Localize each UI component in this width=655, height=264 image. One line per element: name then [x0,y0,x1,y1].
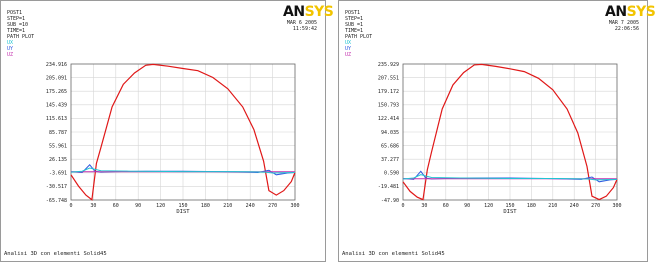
x-tick-label: 270 [268,203,278,209]
logo-text-an: AN [283,4,305,20]
x-tick-label: 30 [421,203,428,209]
header-line: SUB =10 [7,22,29,28]
header-line: STEP=1 [345,16,364,22]
x-tick-label: 300 [612,203,622,209]
x-tick-label: 210 [223,203,233,209]
date-text: MAR 6 2005 [286,20,317,26]
caption: Analisi 3D con elementi Solid45 [4,251,107,257]
plot-window-2 [338,0,655,262]
y-tick-label: 26.135 [48,157,67,163]
caption: Analisi 3D con elementi Solid45 [342,251,445,257]
path-plot-chart [339,1,649,246]
y-tick-label: 150.793 [377,102,399,109]
header-line: POST1 [7,10,23,16]
y-tick-label: -65.748 [45,197,67,204]
y-tick-label: 85.787 [48,129,67,136]
date-text: MAR 7 2005 [608,20,639,26]
x-tick-label: 240 [245,203,255,209]
x-axis-label: DIST [503,209,517,215]
y-tick-label: -19.481 [377,184,399,191]
x-tick-label: 120 [156,203,166,209]
legend-uz: UZ [7,52,14,58]
y-tick-label: 207.551 [377,75,399,82]
y-tick-label: 0.590 [383,170,399,177]
x-tick-label: 0 [69,203,73,209]
x-tick-label: 90 [464,203,471,209]
header-line: TIME=1 [7,28,26,34]
x-tick-label: 0 [401,203,405,209]
header-line: POST1 [345,10,361,16]
x-tick-label: 60 [442,203,449,209]
y-tick-label: 55.961 [48,143,67,150]
x-tick-label: 180 [200,203,210,209]
x-tick-label: 270 [591,203,601,209]
logo-text-sys: SYS [626,4,655,20]
y-tick-label: 205.091 [45,75,67,82]
legend-ux: UX [7,40,14,46]
y-tick-label: 175.265 [45,89,67,95]
y-tick-label: -30.517 [45,184,67,191]
logo-text-sys: SYS [304,4,334,20]
x-tick-label: 30 [90,203,97,209]
y-tick-label: 235.929 [377,61,399,68]
y-tick-label: -47.90 [380,197,399,204]
legend-uz: UZ [345,52,352,58]
header-line: TIME=1 [345,28,364,34]
x-axis-label: DIST [176,209,190,215]
legend-uy: UY [7,46,14,52]
path-plot-chart [1,1,327,246]
x-tick-label: 150 [178,203,188,209]
y-tick-label: 145.439 [45,102,67,109]
header-line: SUB =1 [345,22,364,28]
time-text: 11:59:42 [292,26,317,32]
x-tick-label: 120 [484,203,494,209]
header-line: PATH PLOT [345,34,373,40]
y-tick-label: 37.277 [380,157,399,163]
logo-text-an: AN [605,4,627,20]
y-tick-label: 122.414 [377,116,399,123]
y-tick-label: 234.916 [45,61,67,68]
legend-ux: UX [345,40,352,46]
x-tick-label: 60 [112,203,119,209]
x-tick-label: 210 [548,203,558,209]
time-text: 22:06:56 [614,26,639,32]
legend-uy: UY [345,46,352,52]
y-tick-label: 179.172 [377,89,399,95]
y-tick-label: -3.691 [48,170,67,177]
y-tick-label: 65.686 [380,143,399,150]
header-line: STEP=1 [7,16,26,22]
x-tick-label: 180 [526,203,536,209]
x-tick-label: 240 [569,203,579,209]
header-line: PATH PLOT [7,34,35,40]
x-tick-label: 90 [135,203,142,209]
y-tick-label: 94.035 [380,129,399,136]
y-tick-label: 115.613 [45,116,67,123]
x-tick-label: 300 [290,203,300,209]
x-tick-label: 150 [505,203,515,209]
